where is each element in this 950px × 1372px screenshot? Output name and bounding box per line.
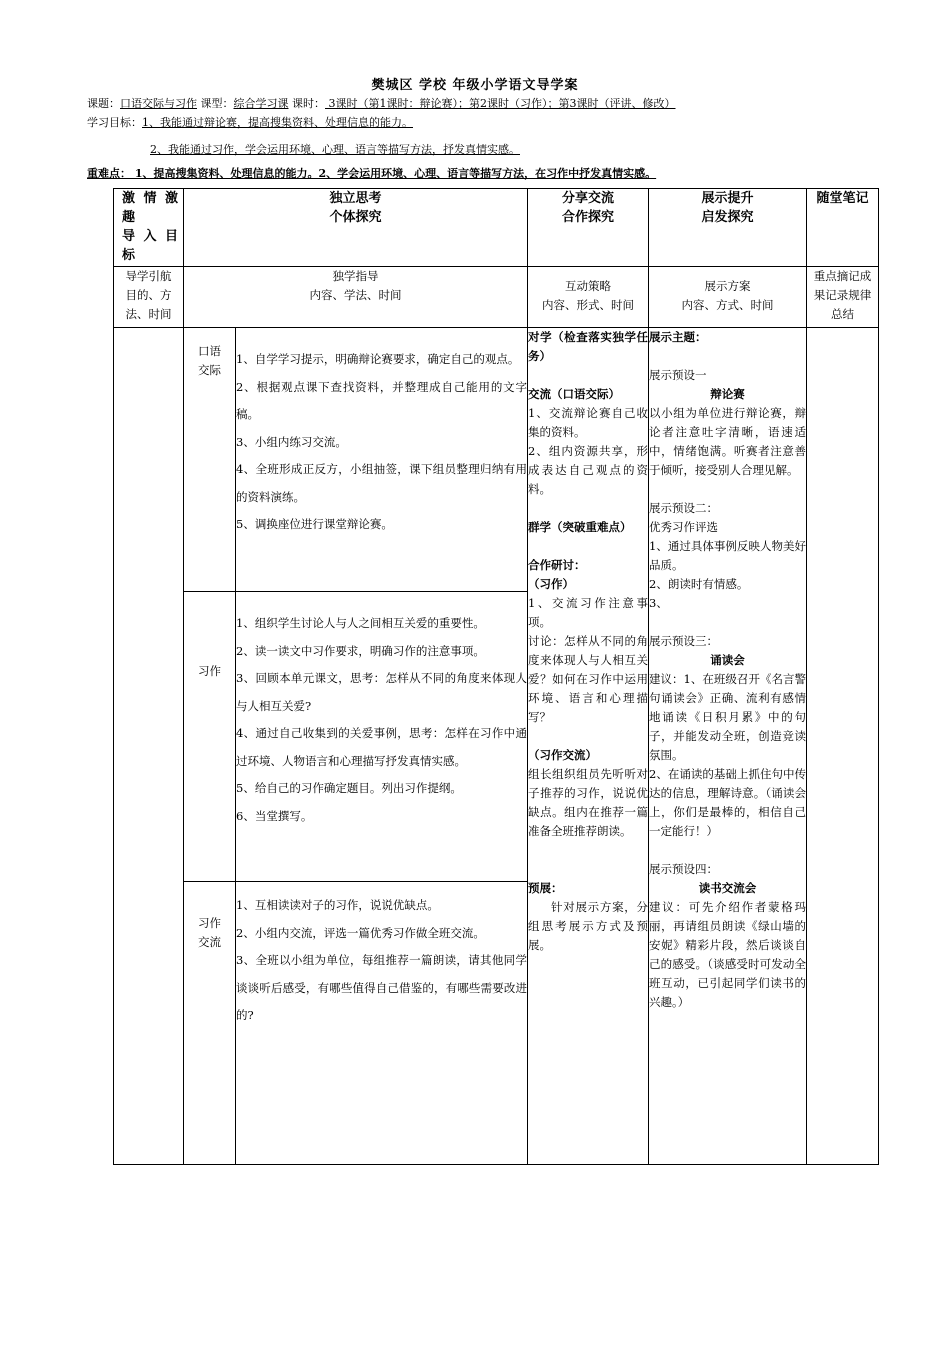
type-value: 综合学习课 (233, 97, 289, 110)
display-heading: 展示主题： (649, 330, 707, 344)
subheader-col5: 重点摘记成果记录规律总结 (807, 267, 879, 328)
list-item: 5、调换座位进行课堂辩论赛。 (236, 517, 393, 531)
list-item: 2、小组内交流，评选一篇优秀习作做全班交流。 (236, 925, 485, 940)
list-item: 2、根据观点课下查找资料，并整理成自己能用的文字稿。 (236, 379, 528, 421)
course-label: 课题： (87, 97, 120, 110)
interaction-cell (528, 328, 649, 1165)
display-text: 以小组为单位进行辩论赛，辩论者注意吐字清晰，语速适中，情绪饱满。听赛者注意善于倾听，接受别人合理见解。 (649, 406, 807, 477)
subheader-col3: 互动策略 内容、形式、时间 (528, 267, 649, 328)
goal-line-1 (87, 114, 413, 130)
list-item: 1、互相读读对子的习作，说说优缺点。 (236, 898, 439, 912)
display-title: 诵读会 (710, 653, 745, 667)
display-label: 展示预设四： (649, 862, 719, 876)
list-item: 3、回顾本单元课文，思考：怎样从不同的角度来体现人与人相互关爱? (236, 671, 528, 713)
document-title: 樊城区 学校 年级小学语文导学案 (371, 78, 579, 93)
header-col5: 随堂笔记 (807, 189, 879, 267)
list-item: 4、通过自己收集到的关爱事例，思考：怎样在习作中通过环境、人物语言和心理描写抒发真情实感。 (236, 726, 528, 768)
header-col1: 激 情 激 趣 导 入 目 标 (114, 189, 184, 267)
section-items-writing (236, 592, 528, 882)
list-item: 3、全班以小组为单位，每组推荐一篇朗读，请其他同学谈谈听后感受，有哪些值得自己借鉴的，有哪些需要改进的? (236, 953, 528, 1022)
header-row (114, 189, 879, 267)
goal-label: 学习目标： (87, 116, 142, 129)
key-line (87, 165, 656, 181)
display-label: 展示预设二： (649, 501, 719, 515)
course-value: 口语交际与习作 (120, 97, 197, 110)
list-item: 5、给自己的习作确定题目。列出习作提纲。 (236, 781, 462, 795)
display-title: 读书交流会 (698, 881, 757, 895)
list-item: 4、全班形成正反方，小组抽签，课下组员整理归纳有用的资料演练。 (236, 462, 528, 504)
interaction-heading: 对学（检查落实独学任务） (528, 330, 649, 363)
subheader-row (114, 267, 879, 328)
interaction-text: 2、组内资源共享，形成表达自己观点的资料。 (528, 444, 649, 496)
interaction-heading: 合作研讨： (528, 558, 586, 572)
key-label: 重难点： (87, 167, 131, 180)
goal-line-2 (150, 141, 520, 157)
display-text: 3、 (649, 596, 668, 610)
hours-label: 课时： (288, 97, 325, 110)
display-text: 2、在诵读的基础上抓住句中传达的信息，理解诗意。（诵读会上，你们是最棒的，相信自己一定能行！） (649, 767, 807, 838)
goal-2: 2、我能通过习作，学会运用环境、心理、语言等描写方法，抒发真情实感。 (150, 143, 520, 156)
header-col3: 分享交流 合作探究 (528, 189, 649, 267)
list-item: 1、组织学生讨论人与人之间相互关爱的重要性。 (236, 616, 485, 630)
display-label: 展示预设一 (649, 368, 707, 382)
interaction-heading: （习作交流） (528, 748, 598, 762)
subheader-col2: 独学指导 内容、学法、时间 (184, 267, 528, 328)
section-label-oral: 口语交际 (184, 328, 236, 592)
list-item: 2、读一读文中习作要求，明确习作的注意事项。 (236, 643, 485, 658)
interaction-heading: （习作） (528, 577, 575, 591)
guide-table (113, 188, 879, 1165)
list-item: 3、小组内练习交流。 (236, 434, 347, 449)
display-text: 2、朗读时有情感。 (649, 577, 749, 591)
goal-1: 1、我能通过辩论赛，提高搜集资料、处理信息的能力。 (142, 116, 413, 129)
interaction-text: 针对展示方案，分组思考展示方式及预展。 (528, 900, 649, 952)
subheader-col1: 导学引航目的、方法、时间 (114, 267, 184, 328)
interaction-text: 1、交流辩论赛自己收集的资料。 (528, 406, 649, 439)
display-text: 优秀习作评选 (649, 520, 719, 534)
interaction-text: 1、交流习作注意事项。 (528, 596, 649, 629)
interaction-heading: 交流（口语交际） (528, 387, 621, 401)
list-item: 6、当堂撰写。 (236, 808, 313, 823)
header-col4: 展示提升 启发探究 (649, 189, 807, 267)
interaction-heading: 预展： (528, 881, 563, 895)
notes-empty-cell (807, 328, 879, 1165)
type-label: 课型： (197, 97, 234, 110)
display-text: 建议：可先介绍作者蒙格玛丽，再请组员朗读《绿山墙的安妮》精彩片段，然后谈谈自己的感受。（谈感受时可发动全班互动，已引起同学们读书的兴趣。） (649, 900, 807, 1009)
interaction-text: 讨论：怎样从不同的角度来体现人与人相互关爱？如何在习作中运用环境、语言和心理描写？ (528, 634, 649, 724)
section-row-oral (114, 328, 879, 592)
display-title: 辩论赛 (710, 387, 745, 401)
display-text: 1、通过具体事例反映人物美好品质。 (649, 539, 807, 572)
section-label-exchange: 习作交流 (184, 882, 236, 1165)
course-info-line (87, 95, 676, 111)
header-col2: 独立思考 个体探究 (184, 189, 528, 267)
hours-value: 3课时（第1课时：辩论赛）；第2课时（习作）；第3课时（评讲、修改） (325, 97, 676, 110)
interaction-text: 组长组织组员先听听对子推荐的习作，说说优缺点。组内在推荐一篇准备全班推荐朗读。 (528, 767, 649, 838)
interaction-heading: 群学（突破重难点） (528, 520, 632, 534)
key-value: 1、提高搜集资料、处理信息的能力。2、学会运用环境、心理、语言等描写方法，在习作中抒发真情实感。 (131, 167, 657, 180)
display-cell (649, 328, 807, 1165)
section-items-oral (236, 328, 528, 592)
display-label: 展示预设三： (649, 634, 719, 648)
subheader-col4: 展示方案 内容、方式、时间 (649, 267, 807, 328)
section-items-exchange (236, 882, 528, 1165)
guide-empty-cell (114, 328, 184, 1165)
section-label-writing: 习作 (184, 592, 236, 882)
display-text: 建议：1、在班级召开《名言警句诵读会》正确、流利有感情地诵读《日积月累》中的句子，并能发动全班，创造竞读氛围。 (649, 672, 807, 762)
list-item: 1、自学学习提示，明确辩论赛要求，确定自己的观点。 (236, 352, 520, 366)
